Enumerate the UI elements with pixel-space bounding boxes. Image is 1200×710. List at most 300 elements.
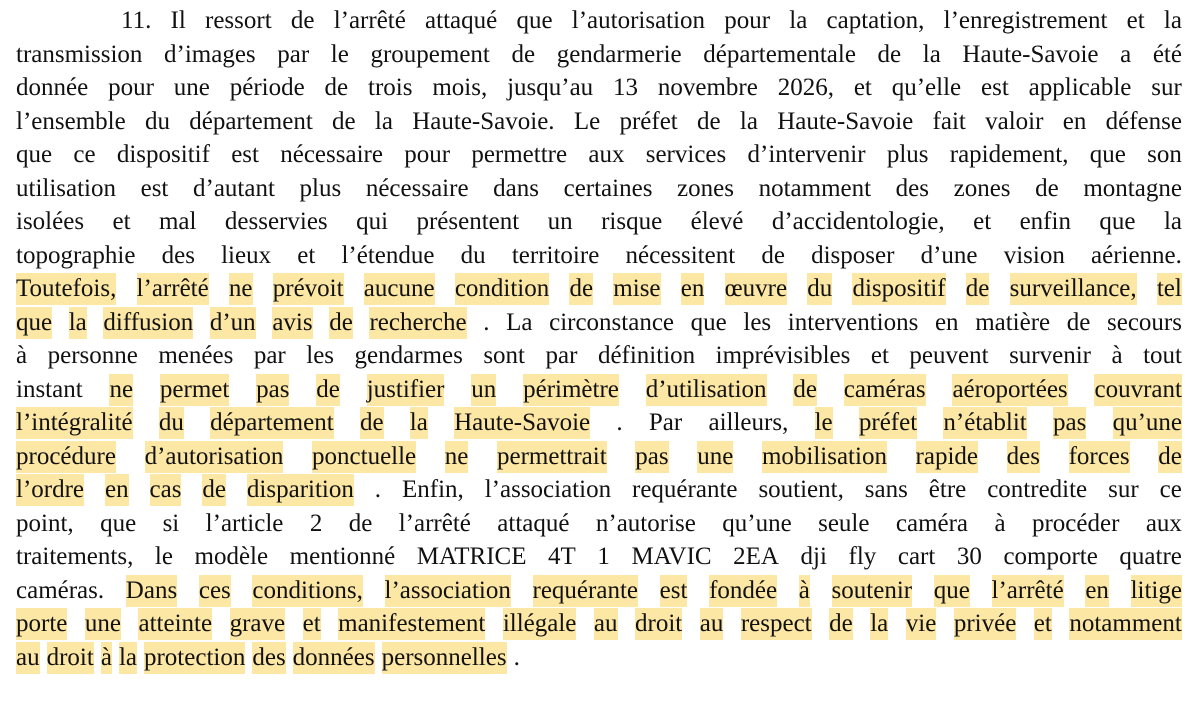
word: novembre bbox=[657, 74, 758, 101]
highlighted-word: d’un bbox=[210, 307, 256, 339]
word: et bbox=[112, 208, 131, 235]
word: sans bbox=[864, 476, 908, 503]
word: le bbox=[154, 543, 173, 570]
word: période bbox=[229, 74, 305, 101]
word: l’ensemble bbox=[16, 107, 126, 135]
highlighted-word: de bbox=[1158, 441, 1182, 473]
word: de bbox=[877, 40, 902, 68]
word: lieux bbox=[221, 241, 272, 269]
word: vision bbox=[1003, 241, 1065, 269]
highlighted-word: ponctuelle bbox=[312, 441, 416, 473]
highlighted-word: de bbox=[829, 608, 853, 640]
word: de bbox=[290, 7, 315, 34]
word: jusqu’au bbox=[507, 74, 594, 101]
word: la bbox=[374, 107, 393, 135]
highlighted-word: pas bbox=[256, 374, 289, 406]
word: la bbox=[1163, 7, 1182, 34]
highlighted-word: privée bbox=[954, 608, 1016, 640]
word: Il bbox=[170, 7, 186, 34]
word: a bbox=[1120, 40, 1132, 68]
word: n’autorise bbox=[595, 509, 696, 537]
word: fait bbox=[932, 107, 966, 135]
highlighted-word: que bbox=[16, 307, 52, 339]
word: département bbox=[189, 107, 313, 135]
highlighted-word: que bbox=[934, 575, 970, 607]
word: topographie bbox=[16, 241, 136, 269]
highlighted-word: manifestement bbox=[338, 608, 485, 640]
highlighted-word: œuvre bbox=[725, 273, 787, 305]
word: 4T bbox=[548, 543, 576, 570]
word: du bbox=[144, 107, 170, 135]
word: certaines bbox=[563, 174, 653, 202]
highlighted-word: en bbox=[105, 474, 129, 506]
highlighted-word: mise bbox=[613, 273, 660, 305]
highlighted-word: l’ordre bbox=[16, 474, 84, 506]
highlighted-word: permettrait bbox=[497, 441, 607, 473]
highlighted-word: aéroportées bbox=[952, 374, 1067, 406]
word: pour bbox=[404, 141, 451, 168]
highlighted-word: Dans bbox=[126, 575, 177, 607]
highlighted-word: notamment bbox=[1069, 608, 1181, 640]
text-line bbox=[16, 139, 1182, 171]
highlighted-word: grave bbox=[230, 608, 286, 640]
highlighted-word: respect bbox=[741, 608, 812, 640]
word: gendarmerie bbox=[556, 40, 682, 68]
highlighted-word: avis bbox=[272, 307, 312, 339]
word: captation, bbox=[826, 7, 925, 34]
word: sont bbox=[483, 342, 526, 369]
word: la bbox=[739, 107, 758, 135]
word: point, bbox=[16, 509, 74, 537]
word: . bbox=[513, 643, 520, 671]
word: . bbox=[374, 476, 382, 503]
highlighted-word: des bbox=[252, 642, 285, 674]
word: et bbox=[1126, 7, 1145, 34]
word: et bbox=[870, 342, 889, 369]
highlighted-word: de bbox=[793, 374, 817, 406]
word: 13 bbox=[613, 74, 639, 101]
word: de bbox=[1035, 174, 1059, 202]
word: la bbox=[789, 7, 808, 34]
text-line bbox=[16, 407, 1182, 439]
word: 30 bbox=[956, 543, 982, 570]
word: que bbox=[1099, 208, 1136, 235]
word: que bbox=[100, 509, 137, 537]
word: MAVIC bbox=[631, 543, 712, 570]
highlighted-word: vie bbox=[906, 608, 937, 640]
word: donnée bbox=[16, 74, 89, 101]
word: notamment bbox=[758, 174, 872, 202]
word: à bbox=[16, 342, 28, 369]
highlighted-word: ne bbox=[109, 374, 133, 406]
highlighted-word: qu’une bbox=[1113, 407, 1182, 439]
word: élevé bbox=[690, 208, 744, 235]
highlighted-word: de bbox=[329, 307, 353, 339]
word: de bbox=[697, 107, 721, 135]
highlighted-word: condition bbox=[455, 273, 549, 305]
word: rapidement, bbox=[949, 141, 1069, 168]
word: présentent bbox=[416, 208, 520, 235]
word: zones bbox=[677, 174, 734, 202]
word: soutient, bbox=[758, 476, 844, 503]
highlighted-word: de bbox=[966, 273, 990, 305]
word: circonstance bbox=[549, 308, 675, 336]
word: est bbox=[231, 141, 259, 168]
text-line bbox=[16, 642, 1182, 674]
highlighted-word: personnelles bbox=[382, 642, 507, 674]
highlighted-word: à bbox=[101, 642, 112, 674]
word: nécessaire bbox=[280, 141, 383, 168]
word: traitements, bbox=[16, 543, 134, 570]
word: d’accidentologie, bbox=[771, 208, 945, 235]
word: . bbox=[483, 308, 490, 336]
highlighted-word: mobilisation bbox=[762, 441, 887, 473]
word: si bbox=[162, 509, 180, 537]
highlighted-word: au bbox=[700, 608, 724, 640]
word: valoir bbox=[985, 107, 1044, 135]
word: attaqué bbox=[497, 509, 570, 537]
word: gendarmes bbox=[354, 342, 463, 369]
word: menées bbox=[158, 342, 234, 369]
highlighted-word: fondée bbox=[709, 575, 777, 607]
highlighted-word: l’intégralité bbox=[16, 407, 133, 439]
highlighted-word: la bbox=[410, 407, 428, 439]
text-line bbox=[121, 5, 1182, 37]
highlighted-word: diffusion bbox=[103, 307, 193, 339]
highlighted-word: permet bbox=[160, 374, 229, 406]
word: Haute-Savoie bbox=[962, 40, 1099, 68]
word: et bbox=[973, 208, 992, 235]
word: par bbox=[277, 40, 310, 68]
word: ailleurs, bbox=[708, 409, 789, 436]
word: zones bbox=[953, 174, 1011, 202]
highlighted-word: en bbox=[681, 273, 705, 305]
word: survenir bbox=[1009, 342, 1091, 369]
highlighted-word: illégale bbox=[503, 608, 577, 640]
word: une bbox=[173, 74, 210, 101]
text-line bbox=[16, 72, 1182, 104]
word: . bbox=[616, 409, 623, 436]
highlighted-word: la bbox=[870, 608, 888, 640]
highlighted-word: au bbox=[594, 608, 618, 640]
word: de bbox=[1066, 308, 1091, 336]
highlighted-word: atteinte bbox=[138, 608, 212, 640]
word: ressort bbox=[205, 7, 272, 34]
word: Par bbox=[648, 409, 683, 436]
highlighted-word: recherche bbox=[369, 307, 466, 339]
word: tout bbox=[1143, 342, 1182, 369]
highlighted-word: soutenir bbox=[832, 575, 913, 607]
word: ce bbox=[73, 141, 96, 168]
word: attaqué bbox=[425, 7, 498, 34]
word: la bbox=[1163, 208, 1182, 235]
highlighted-word: surveillance, bbox=[1010, 273, 1137, 305]
text-line bbox=[16, 374, 1182, 406]
word: le bbox=[330, 40, 349, 68]
highlighted-word: et bbox=[1034, 608, 1052, 640]
highlighted-word: pas bbox=[635, 441, 668, 473]
word: nécessaire bbox=[365, 174, 469, 202]
highlighted-word: de bbox=[202, 474, 226, 506]
word: secours bbox=[1107, 308, 1182, 336]
highlighted-word: litige bbox=[1131, 575, 1182, 607]
word: MATRICE bbox=[416, 543, 527, 570]
highlighted-word: conditions, bbox=[252, 575, 362, 607]
word: que bbox=[1089, 141, 1126, 168]
text-line bbox=[16, 340, 1182, 372]
highlighted-word: à bbox=[799, 575, 810, 607]
word: La bbox=[506, 308, 533, 336]
highlighted-word: tel bbox=[1157, 273, 1182, 305]
word: 1 bbox=[597, 543, 610, 570]
word: modèle bbox=[194, 543, 269, 570]
word: l’association bbox=[484, 476, 612, 503]
word: l’enregistrement bbox=[943, 7, 1108, 34]
highlighted-word: aucune bbox=[364, 273, 435, 305]
word: l’arrêté bbox=[398, 509, 471, 537]
word: du bbox=[460, 241, 486, 269]
highlighted-word: du bbox=[807, 273, 832, 305]
word: qu’elle bbox=[891, 74, 962, 101]
word: aérienne. bbox=[1091, 241, 1182, 269]
word: l’arrêté bbox=[333, 7, 406, 34]
word: que bbox=[16, 141, 53, 168]
word: et bbox=[297, 241, 316, 269]
text-line bbox=[16, 307, 1182, 339]
word: groupement bbox=[370, 40, 490, 68]
highlighted-word: une bbox=[85, 608, 121, 640]
text-line bbox=[16, 474, 1182, 506]
text-line bbox=[16, 273, 1182, 305]
highlighted-word: Haute-Savoie bbox=[454, 407, 590, 439]
word: trois bbox=[368, 74, 413, 101]
word: transmission bbox=[16, 40, 143, 68]
highlighted-word: la bbox=[69, 307, 87, 339]
word: d’autant bbox=[193, 174, 275, 202]
word: préfet bbox=[619, 107, 678, 135]
text-line bbox=[16, 240, 1182, 272]
word: en bbox=[934, 308, 959, 336]
highlighted-word: d’utilisation bbox=[646, 374, 767, 406]
word: disposer bbox=[811, 241, 895, 269]
word: dispositif bbox=[116, 141, 210, 168]
word: imprévisibles bbox=[715, 342, 851, 369]
highlighted-word: l’association bbox=[385, 575, 511, 607]
text-line bbox=[16, 508, 1182, 540]
highlighted-word: droit bbox=[635, 608, 682, 640]
word: qu’une bbox=[722, 509, 792, 537]
word: par bbox=[545, 342, 578, 369]
highlighted-word: préfet bbox=[859, 407, 917, 439]
word: mal bbox=[158, 208, 197, 235]
highlighted-word: est bbox=[660, 575, 688, 607]
word: dans bbox=[493, 174, 539, 202]
word: la bbox=[922, 40, 941, 68]
word: son bbox=[1147, 141, 1182, 168]
word: d’images bbox=[164, 40, 256, 68]
highlighted-word: ne bbox=[445, 441, 469, 473]
word: aux bbox=[1145, 509, 1182, 537]
word: contredite bbox=[987, 476, 1088, 503]
text-line bbox=[16, 608, 1182, 640]
word: cart bbox=[897, 543, 936, 570]
word: interventions bbox=[787, 308, 919, 336]
word: comporte bbox=[1003, 543, 1098, 570]
text-line bbox=[16, 541, 1182, 573]
highlighted-word: un bbox=[471, 374, 496, 406]
highlighted-word: protection bbox=[144, 642, 245, 674]
highlighted-word: de bbox=[316, 374, 340, 406]
highlighted-word: l’arrêté bbox=[137, 273, 209, 305]
word: permettre bbox=[471, 141, 568, 168]
word: mois, bbox=[432, 74, 488, 101]
word: fly bbox=[848, 543, 877, 570]
highlighted-word: justifier bbox=[367, 374, 445, 406]
highlighted-word: ces bbox=[199, 575, 231, 607]
word: quatre bbox=[1119, 543, 1182, 570]
word: et bbox=[853, 74, 872, 101]
word: 2026, bbox=[777, 74, 834, 101]
word: enfin bbox=[1019, 208, 1071, 235]
highlighted-word: dispositif bbox=[852, 273, 945, 305]
highlighted-word: prévoit bbox=[273, 273, 344, 305]
word: personne bbox=[47, 342, 138, 369]
word: de bbox=[761, 241, 785, 269]
word: les bbox=[306, 342, 335, 369]
word: 2 bbox=[309, 509, 323, 537]
text-line bbox=[16, 106, 1182, 138]
word: Haute-Savoie. bbox=[412, 107, 555, 135]
word: l’étendue bbox=[341, 241, 435, 269]
word: 11. bbox=[121, 7, 152, 34]
word: nécessitent bbox=[625, 241, 736, 269]
word: utilisation bbox=[16, 174, 116, 202]
text-line bbox=[16, 173, 1182, 205]
word: de bbox=[332, 107, 356, 135]
text-line bbox=[16, 206, 1182, 238]
highlighted-word: porte bbox=[16, 608, 67, 640]
word: territoire bbox=[511, 241, 600, 269]
word: 2EA bbox=[733, 543, 779, 570]
word: requérante bbox=[632, 476, 738, 503]
text-line bbox=[16, 575, 1182, 607]
word: applicable bbox=[1028, 74, 1132, 101]
highlighted-word: de bbox=[360, 407, 384, 439]
highlighted-word: Toutefois, bbox=[16, 273, 116, 305]
text-line bbox=[16, 441, 1182, 473]
highlighted-word: d’autorisation bbox=[145, 441, 284, 473]
word: seule bbox=[818, 509, 870, 537]
word: que bbox=[516, 7, 553, 34]
highlighted-word: couvrant bbox=[1094, 374, 1181, 406]
highlighted-word: de bbox=[569, 273, 593, 305]
word: en bbox=[1062, 107, 1087, 135]
word: un bbox=[547, 208, 573, 235]
word: être bbox=[928, 476, 967, 503]
highlighted-word: du bbox=[159, 407, 184, 439]
word: caméra bbox=[895, 509, 969, 537]
highlighted-word: procédure bbox=[16, 441, 116, 473]
highlighted-word: requérante bbox=[533, 575, 638, 607]
word: l’article bbox=[205, 509, 284, 537]
word: peuvent bbox=[909, 342, 989, 369]
highlighted-word: données bbox=[293, 642, 375, 674]
word: par bbox=[253, 342, 286, 369]
word: plus bbox=[299, 174, 342, 202]
word: que bbox=[690, 308, 727, 336]
highlighted-word: des bbox=[1007, 441, 1040, 473]
word: Le bbox=[573, 107, 601, 135]
word: isolées bbox=[16, 208, 85, 235]
word: qui bbox=[356, 208, 389, 235]
text-line bbox=[16, 39, 1182, 71]
highlighted-word: forces bbox=[1069, 441, 1130, 473]
word: Enfin, bbox=[401, 476, 464, 503]
word: ce bbox=[1159, 476, 1182, 503]
highlighted-word: n’établit bbox=[943, 407, 1026, 439]
word: départementale bbox=[703, 40, 856, 68]
highlighted-word: périmètre bbox=[523, 374, 619, 406]
word: sur bbox=[1108, 476, 1139, 503]
word: dji bbox=[800, 543, 827, 570]
word: mentionné bbox=[289, 543, 396, 570]
highlighted-word: en bbox=[1085, 575, 1109, 607]
word: d’une bbox=[920, 241, 978, 269]
word: à bbox=[1111, 342, 1123, 369]
word: montagne bbox=[1083, 174, 1182, 202]
word: d’intervenir bbox=[747, 141, 866, 168]
highlighted-word: caméras bbox=[844, 374, 926, 406]
word: services bbox=[645, 141, 727, 168]
highlighted-word: droit bbox=[47, 642, 94, 674]
highlighted-word: l’arrêté bbox=[992, 575, 1064, 607]
word: plus bbox=[886, 141, 929, 168]
highlighted-word: ne bbox=[229, 273, 253, 305]
word: Haute-Savoie bbox=[777, 107, 914, 135]
word: les bbox=[743, 308, 772, 336]
word: procéder bbox=[1031, 509, 1120, 537]
highlighted-word: rapide bbox=[916, 441, 978, 473]
word: de bbox=[348, 509, 373, 537]
highlighted-word: au bbox=[16, 642, 40, 674]
word: risque bbox=[601, 208, 663, 235]
highlighted-word: pas bbox=[1053, 407, 1086, 439]
word: aux bbox=[588, 141, 625, 168]
highlighted-word: cas bbox=[150, 474, 182, 506]
word: est bbox=[140, 174, 169, 202]
word: à bbox=[994, 509, 1006, 537]
word: sur bbox=[1151, 74, 1182, 101]
highlighted-word: disparition bbox=[247, 474, 354, 506]
word: été bbox=[1152, 40, 1182, 68]
word: pour bbox=[724, 7, 771, 34]
highlighted-word: département bbox=[210, 407, 334, 439]
word: instant bbox=[16, 375, 83, 403]
word: de bbox=[324, 74, 349, 101]
word: matière bbox=[975, 308, 1051, 336]
word: est bbox=[981, 74, 1009, 101]
highlighted-word: et bbox=[303, 608, 321, 640]
word: défense bbox=[1105, 107, 1182, 135]
highlighted-word: la bbox=[119, 642, 137, 674]
word: desservies bbox=[224, 208, 328, 235]
word: de bbox=[511, 40, 536, 68]
word: définition bbox=[597, 342, 696, 369]
word: des bbox=[161, 241, 195, 269]
word: l’autorisation bbox=[571, 7, 706, 34]
highlighted-word: le bbox=[815, 407, 833, 439]
word: des bbox=[895, 174, 929, 202]
